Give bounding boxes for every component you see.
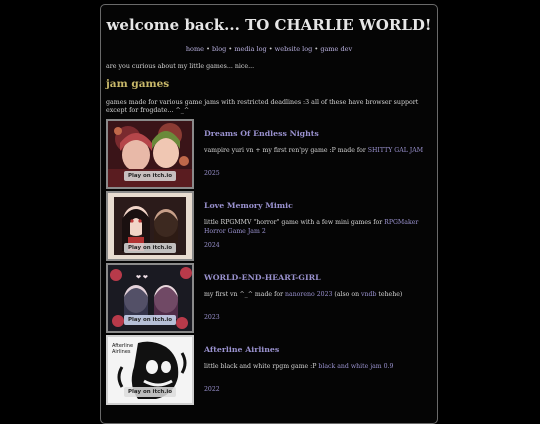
jam-link[interactable]: SHITTY GAL JAM: [367, 147, 424, 154]
nav-link-media-log[interactable]: media log: [234, 45, 267, 53]
game-thumbnail[interactable]: [106, 191, 194, 261]
game-description-text: my first vn ^_^ made for: [204, 291, 286, 298]
game-thumbnail[interactable]: [106, 119, 194, 189]
play-on-itch-button[interactable]: Play on itch.io: [124, 315, 176, 325]
game-year: 2022: [204, 386, 220, 393]
jam-link[interactable]: nanoreno 2023: [285, 291, 333, 298]
game-entry: [106, 335, 434, 405]
play-on-itch-button[interactable]: Play on itch.io: [124, 171, 176, 181]
game-description: [204, 219, 432, 236]
intro-text: are you curious about my little games... nice...: [106, 63, 255, 70]
game-description-text: tehehe): [376, 291, 403, 298]
game-year: 2023: [204, 314, 220, 321]
content-frame: [100, 4, 438, 424]
game-entry: [106, 263, 434, 333]
vndb-link[interactable]: vndb: [361, 291, 377, 298]
game-thumbnail[interactable]: [106, 335, 194, 405]
section-description: games made for various game jams with restricted deadlines :3 all of these have browser support except for frogdate... ^_^: [106, 99, 419, 114]
nav-link-game-dev[interactable]: game dev: [320, 45, 353, 53]
section-heading: jam games: [106, 78, 170, 90]
nav-link-website-log[interactable]: website log: [274, 45, 313, 53]
nav-separator: •: [314, 45, 319, 53]
game-description: [204, 147, 432, 156]
svg-text:Airlines: Airlines: [112, 349, 131, 355]
game-title[interactable]: Love Memory Mimic: [204, 201, 293, 210]
game-description-text: little black and white rpgm game :P: [204, 363, 319, 370]
jam-link[interactable]: RPGMaker Horror Game Jam 2: [204, 219, 419, 235]
game-year: 2024: [204, 242, 220, 249]
svg-text:❤ ❤: ❤ ❤: [136, 274, 148, 281]
game-description: [204, 291, 432, 300]
play-on-itch-button[interactable]: Play on itch.io: [124, 243, 176, 253]
game-description-text: (also on: [332, 291, 362, 298]
game-thumbnail[interactable]: [106, 263, 194, 333]
game-description-text: vampire yuri vn + my first ren'py game :P made for: [204, 147, 368, 154]
play-on-itch-button[interactable]: Play on itch.io: [124, 387, 176, 397]
game-title[interactable]: WORLD-END-HEART-GIRL: [204, 273, 321, 282]
svg-text:Afterline: Afterline: [112, 343, 134, 349]
game-entry: [106, 119, 434, 189]
site-title: welcome back... TO CHARLIE WORLD!: [106, 16, 432, 34]
nav-separator: •: [268, 45, 273, 53]
nav-link-home[interactable]: home: [185, 45, 204, 53]
game-entry: [106, 191, 434, 261]
nav-bar: [101, 45, 437, 53]
game-year: 2025: [204, 170, 220, 177]
game-title[interactable]: Afterline Airlines: [204, 345, 280, 354]
game-description: [204, 363, 432, 372]
game-title[interactable]: Dreams Of Endless Nights: [204, 129, 319, 138]
game-description-text: little RPGMMV "horror" game with a few mini games for: [204, 219, 385, 226]
nav-separator: •: [228, 45, 233, 53]
nav-separator: •: [206, 45, 210, 53]
nav-link-blog[interactable]: blog: [211, 45, 227, 53]
jam-link[interactable]: black and white jam 0.9: [318, 363, 394, 370]
